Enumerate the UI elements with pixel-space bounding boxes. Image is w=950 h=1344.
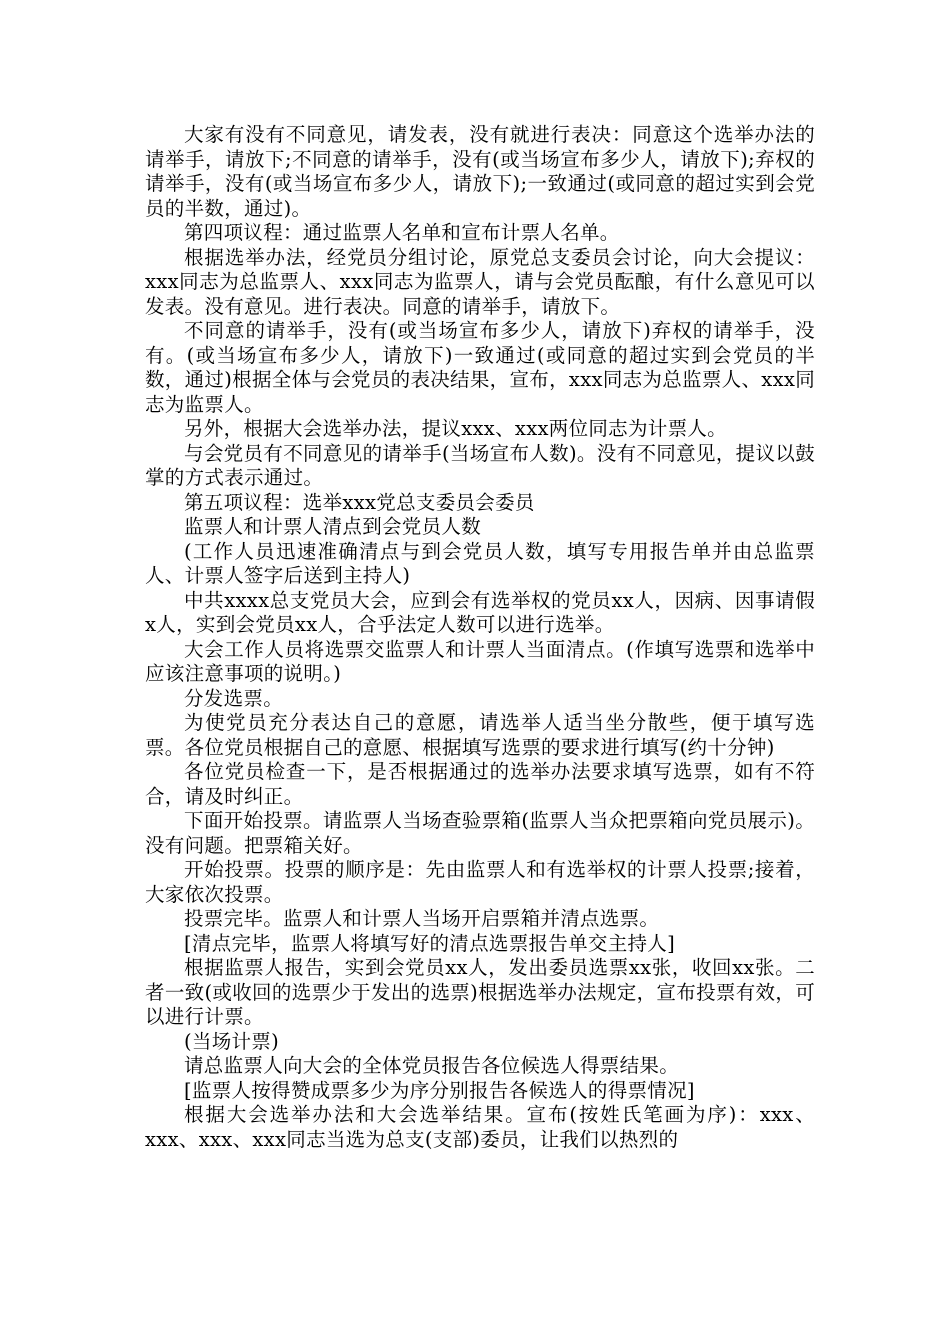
paragraph: 不同意的请举手，没有(或当场宣布多少人，请放下)弃权的请举手，没有。(或当场宣布多少人，请放下)一致通过(或同意的超过实到会党员的半数，通过)根据全体与会党员的表决结果，宣布，xxx同志为总监票人、xxx同志为监票人。 — [145, 319, 815, 416]
paragraph: 大会工作人员将选票交监票人和计票人当面清点。(作填写选票和选举中应该注意事项的说明。) — [145, 637, 815, 685]
paragraph: 开始投票。投票的顺序是：先由监票人和有选举权的计票人投票;接着，大家依次投票。 — [145, 858, 815, 906]
paragraph: 中共xxxx总支党员大会，应到会有选举权的党员xx人，因病、因事请假x人，实到会党员xx人，合乎法定人数可以进行选举。 — [145, 588, 815, 636]
paragraph: 为使党员充分表达自己的意愿，请选举人适当坐分散些，便于填写选票。各位党员根据自己的意愿、根据填写选票的要求进行填写(约十分钟) — [145, 711, 815, 759]
paragraph: 另外，根据大会选举办法，提议xxx、xxx两位同志为计票人。 — [184, 417, 727, 440]
paragraph: (当场计票) — [184, 1029, 280, 1053]
paragraph: 大家有没有不同意见，请发表，没有就进行表决：同意这个选举办法的请举手，请放下;不同意的请举手，没有(或当场宣布多少人，请放下);弃权的请举手，没有(或当场宣布多少人，请放下);一致通过(或同意的超过实到会党员的半数，通过)。 — [145, 123, 815, 220]
paragraph: 第四项议程：通过监票人名单和宣布计票人名单。 — [184, 221, 620, 244]
paragraph: [清点完毕，监票人将填写好的清点选票报告单交主持人] — [184, 931, 676, 955]
paragraph: 与会党员有不同意见的请举手(当场宣布人数)。没有不同意见，提议以鼓掌的方式表示通过。 — [145, 441, 815, 489]
paragraph: 各位党员检查一下，是否根据通过的选举办法要求填写选票，如有不符合，请及时纠正。 — [145, 760, 815, 808]
paragraph: [监票人按得赞成票多少为序分别报告各候选人的得票情况] — [184, 1078, 695, 1102]
paragraph: 根据监票人报告，实到会党员xx人，发出委员选票xx张，收回xx张。二者一致(或收回的选票少于发出的选票)根据选举办法规定，宣布投票有效，可以进行计票。 — [145, 956, 815, 1028]
document-body — [145, 123, 815, 1152]
paragraph: 监票人和计票人清点到会党员人数 — [184, 515, 482, 538]
paragraph: (工作人员迅速准确清点与到会党员人数，填写专用报告单并由总监票人、计票人签字后送到主持人) — [145, 539, 815, 587]
agenda-heading: 第五项议程：选举xxx党总支委员会委员 — [184, 490, 535, 514]
paragraph: 分发选票。 — [184, 686, 284, 710]
paragraph: 请总监票人向大会的全体党员报告各位候选人得票结果。 — [184, 1054, 680, 1077]
paragraph: 投票完毕。监票人和计票人当场开启票箱并清点选票。 — [184, 907, 660, 930]
paragraph: 根据选举办法，经党员分组讨论，原党总支委员会讨论，向大会提议：xxx同志为总监票人、xxx同志为监票人，请与会党员酝酿，有什么意见可以发表。没有意见。进行表决。同意的请举手，请放下。 — [145, 245, 815, 318]
paragraph: 下面开始投票。请监票人当场查验票箱(监票人当众把票箱向党员展示)。没有问题。把票箱关好。 — [145, 809, 815, 857]
paragraph: 根据大会选举办法和大会选举结果。宣布(按姓氏笔画为序)：xxx、xxx、xxx、xxx同志当选为总支(支部)委员，让我们以热烈的 — [145, 1103, 815, 1151]
